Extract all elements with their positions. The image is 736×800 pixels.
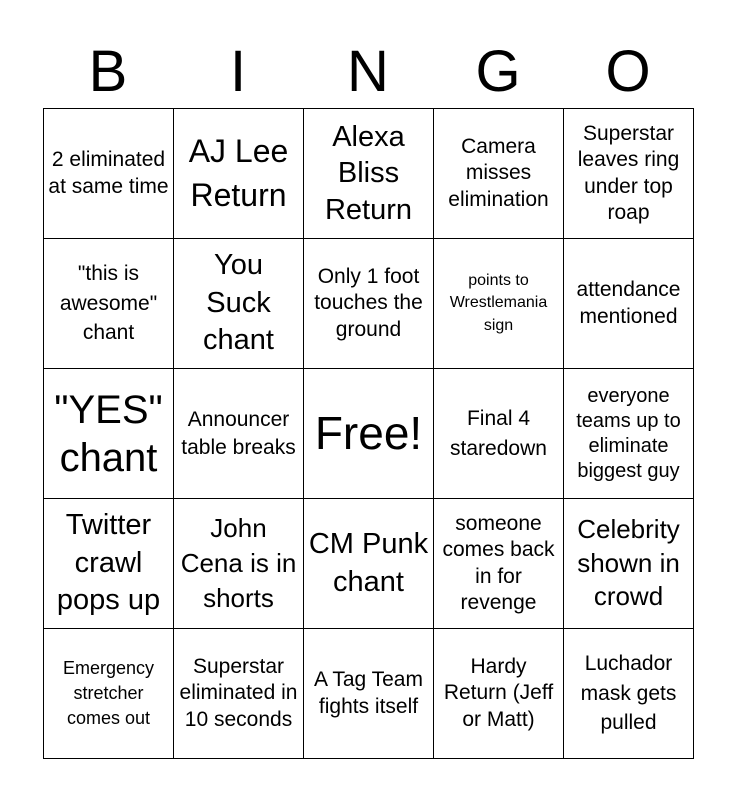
bingo-cell[interactable]: Superstar leaves ring under top roap xyxy=(564,109,694,239)
bingo-cell[interactable]: "YES" chant xyxy=(44,369,174,499)
bingo-cell[interactable]: everyone teams up to eliminate biggest guy xyxy=(564,369,694,499)
bingo-cell[interactable]: Final 4 staredown xyxy=(434,369,564,499)
header-letter-i: I xyxy=(229,39,247,104)
bingo-cell[interactable]: attendance mentioned xyxy=(564,239,694,369)
bingo-cell[interactable]: Camera misses elimination xyxy=(434,109,564,239)
bingo-cell[interactable]: You Suck chant xyxy=(174,239,304,369)
header-letter-b: B xyxy=(88,39,128,104)
bingo-board xyxy=(43,108,694,759)
bingo-cell[interactable]: Celebrity shown in crowd xyxy=(564,499,694,629)
bingo-cell[interactable]: points to Wrestlemania sign xyxy=(434,239,564,369)
bingo-cell[interactable]: Only 1 foot touches the ground xyxy=(304,239,434,369)
header-letter-o: O xyxy=(605,39,651,104)
header-letter-g: G xyxy=(475,39,521,104)
board-row-5 xyxy=(44,629,694,759)
bingo-cell[interactable]: John Cena is in shorts xyxy=(174,499,304,629)
bingo-cell[interactable]: Announcer table breaks xyxy=(174,369,304,499)
board-row-1 xyxy=(44,109,694,239)
board-row-2 xyxy=(44,239,694,369)
bingo-cell[interactable]: AJ Lee Return xyxy=(174,109,304,239)
bingo-cell[interactable]: someone comes back in for revenge xyxy=(434,499,564,629)
header-letter-n: N xyxy=(347,39,389,104)
bingo-cell[interactable]: Luchador mask gets pulled xyxy=(564,629,694,759)
bingo-cell[interactable]: Twitter crawl pops up xyxy=(44,499,174,629)
board-row-3 xyxy=(44,369,694,499)
bingo-cell[interactable]: Hardy Return (Jeff or Matt) xyxy=(434,629,564,759)
bingo-cell[interactable]: "this is awesome" chant xyxy=(44,239,174,369)
bingo-cell[interactable]: Emergency stretcher comes out xyxy=(44,629,174,759)
board-row-4 xyxy=(44,499,694,629)
bingo-cell free-space[interactable]: Free! xyxy=(304,369,434,499)
bingo-cell[interactable]: Alexa Bliss Return xyxy=(304,109,434,239)
bingo-cell[interactable]: A Tag Team fights itself xyxy=(304,629,434,759)
bingo-cell[interactable]: CM Punk chant xyxy=(304,499,434,629)
bingo-cell[interactable]: Superstar eliminated in 10 seconds xyxy=(174,629,304,759)
bingo-cell[interactable]: 2 eliminated at same time xyxy=(44,109,174,239)
bingo-header xyxy=(43,36,693,108)
